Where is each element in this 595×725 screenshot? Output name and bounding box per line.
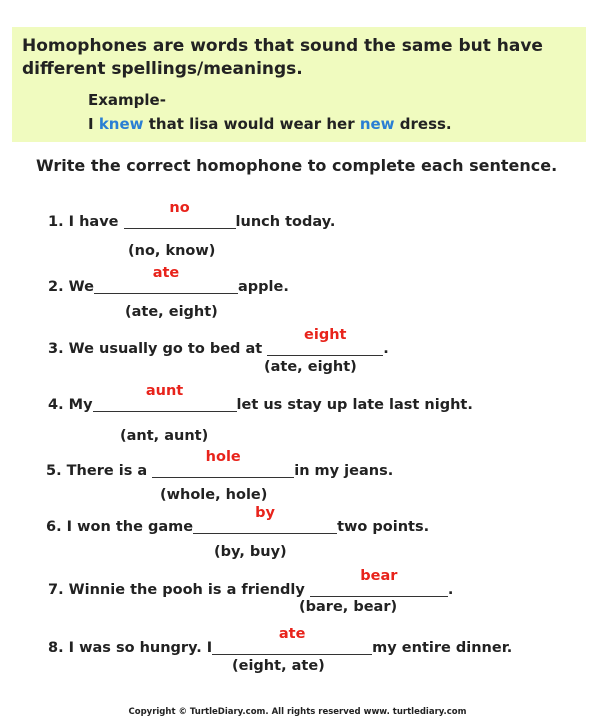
intro-box [12,27,586,142]
question-before: 1. I have [48,214,124,230]
options-8: (eight, ate) [232,658,325,674]
answer-blank[interactable] [94,265,238,294]
answer-text: by [255,505,275,521]
question-after: . [383,341,389,357]
example-part-1: I [88,115,99,133]
question-8 [48,626,513,656]
question-before: 3. We usually go to bed at [48,341,268,357]
question-before: 4. My [48,397,93,413]
answer-text: hole [205,449,241,465]
question-after: lunch today. [235,214,336,230]
example-sentence [88,115,452,133]
question-6 [46,505,430,535]
question-5 [46,449,394,479]
question-2 [48,265,289,295]
question-after: . [447,582,454,598]
instructions: Write the correct homophone to complete each sentence. [36,156,558,175]
options-6: (by, buy) [214,544,287,560]
example-part-3: dress. [394,115,452,133]
options-4: (ant, aunt) [120,428,209,444]
options-7: (bare, bear) [299,599,398,615]
answer-text: aunt [145,383,184,399]
answer-blank[interactable] [193,505,337,534]
options-5: (whole, hole) [160,487,268,503]
question-after: apple. [237,279,289,295]
footer-copyright: Copyright © TurtleDiary.com. All rights reserved www. turtlediary.com [128,707,467,717]
answer-blank[interactable] [124,200,236,229]
answer-text: ate [278,626,306,642]
answer-text: bear [360,568,398,584]
answer-text: eight [304,327,347,343]
options-1: (no, know) [128,243,216,259]
question-before: 5. There is a [46,463,153,479]
answer-text: ate [152,265,180,281]
question-7 [48,568,454,598]
answer-blank[interactable] [152,449,294,478]
definition-text: Homophones are words that sound the same but have different spellings/meanings. [22,36,543,79]
question-3 [48,327,389,357]
question-after: two points. [337,519,430,535]
answer-text: no [169,200,190,216]
options-2: (ate, eight) [125,304,218,320]
question-4 [48,383,473,413]
example-part-2: that lisa would wear her [143,115,360,133]
question-before: 6. I won the game [46,519,194,535]
options-3: (ate, eight) [264,359,357,375]
example-title: Example- [88,91,166,109]
question-after: in my jeans. [294,463,394,479]
question-after: my entire dinner. [372,640,513,656]
example-word-new: new [359,115,395,133]
answer-blank[interactable] [93,383,237,412]
answer-blank[interactable] [267,327,383,356]
example-word-knew: knew [98,115,144,133]
answer-blank[interactable] [310,568,448,597]
answer-blank[interactable] [212,626,372,655]
question-before: 7. Winnie the pooh is a friendly [48,582,310,598]
question-before: 2. We [48,279,94,295]
question-before: 8. I was so hungry. I [48,640,213,656]
question-1 [48,200,336,230]
question-after: let us stay up late last night. [236,397,473,413]
